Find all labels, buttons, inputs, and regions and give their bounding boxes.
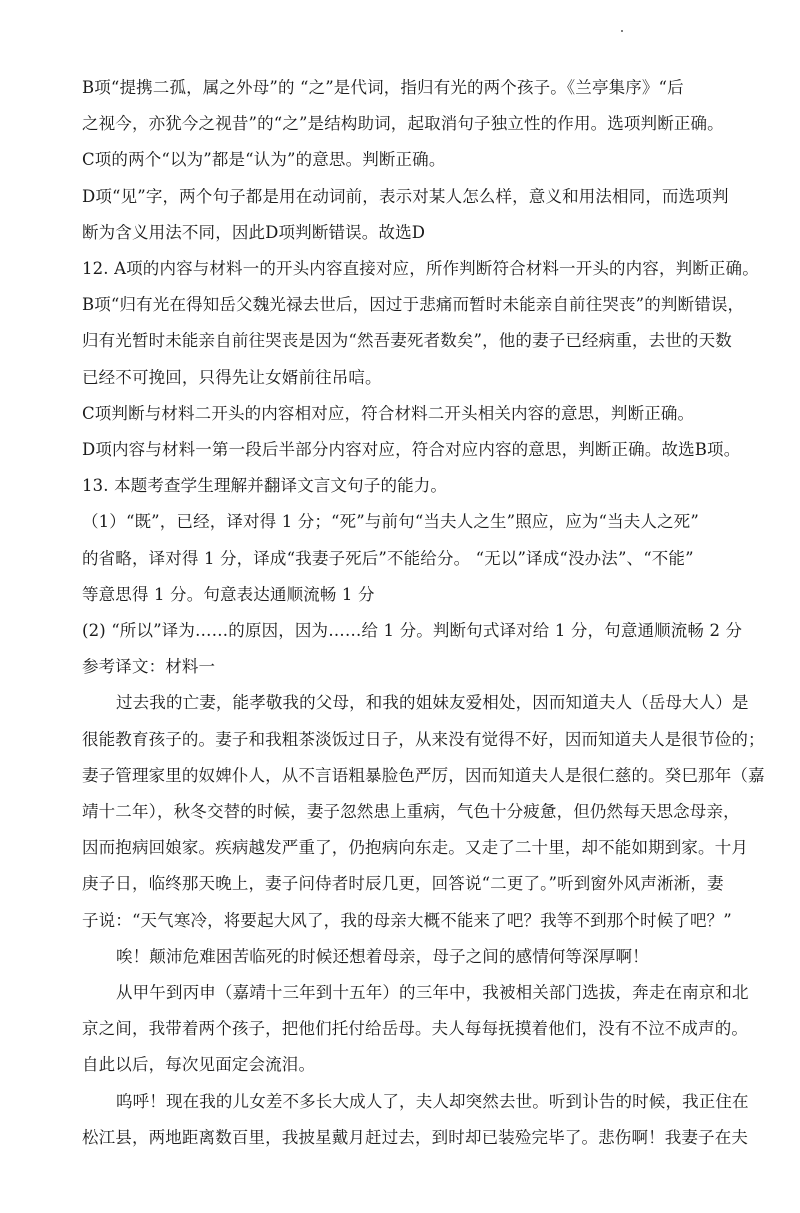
answer-explanation [82, 70, 765, 1156]
text-line: D项内容与材料一第一段后半部分内容对应，符合对应内容的意思，判断正确。故选B项。 [82, 440, 741, 460]
text-line: 很能教育孩子的。妻子和我粗茶淡饭过日子，从来没有觉得不好，因而知道夫人是很节俭的； [82, 729, 765, 749]
scan-speck [621, 30, 623, 32]
text-line: 子说：“天气寒冷，将要起大风了，我的母亲大概不能来了吧？我等不到那个时候了吧？” [82, 910, 732, 930]
text-line: 参考译文：材料一 [82, 657, 216, 677]
text-line: 从甲午到丙申（嘉靖十三年到十五年）的三年中，我被相关部门选拔，奔走在南京和北 [116, 983, 749, 1003]
text-line: 唉！颠沛危难困苦临死的时候还想着母亲，母子之间的感情何等深厚啊！ [116, 946, 649, 966]
text-line: D项“见”字，两个句子都是用在动词前，表示对某人怎么样，意义和用法相同，而选项判 [82, 186, 729, 206]
text-line: C项的两个“以为”都是“认为”的意思。判断正确。 [82, 150, 446, 170]
text-line: 之视今，亦犹今之视昔”的“之”是结构助词，起取消句子独立性的作用。选项判断正确。 [82, 114, 724, 134]
text-line: 过去我的亡妻，能孝敬我的父母，和我的姐妹友爱相处，因而知道夫人（岳母大人）是 [116, 693, 749, 713]
text-line: 呜呼！现在我的儿女差不多长大成人了，夫人却突然去世。听到讣告的时候，我正住在 [116, 1091, 749, 1111]
text-line: 13. 本题考查学生理解并翻译文言文句子的能力。 [82, 476, 448, 496]
text-line: 已经不可挽回，只得先让女婿前往吊唁。 [82, 367, 382, 387]
text-line: C项判断与材料二开头的内容相对应，符合材料二开头相关内容的意思，判断正确。 [82, 403, 695, 423]
text-line: 松江县，两地距离数百里，我披星戴月赶过去，到时却已装殓完毕了。悲伤啊！我妻子在夫 [82, 1127, 748, 1147]
text-line: 妻子管理家里的奴婢仆人，从不言语粗暴脸色严厉，因而知道夫人是很仁慈的。癸巳那年（嘉 [82, 765, 765, 785]
text-line: 靖十二年），秋冬交替的时候，妻子忽然患上重病，气色十分疲惫，但仍然每天思念母亲， [82, 802, 740, 822]
text-line: （1）“既”，已经，译对得 1 分；“死”与前句“当夫人之生”照应，应为“当夫人之死” [82, 512, 699, 532]
text-line: 京之间，我带着两个孩子，把他们托付给岳母。夫人每每抚摸着他们，没有不泣不成声的。 [82, 1019, 748, 1039]
text-line: 庚子日，临终那天晚上，妻子问侍者时辰几更，回答说“二更了。”听到窗外风声淅淅，妻 [82, 874, 724, 894]
text-line: B项“提携二孤，属之外母”的 “之”是代词，指归有光的两个孩子。《兰亭集序》“后 [82, 78, 684, 97]
text-line: 自此以后，每次见面定会流泪。 [82, 1055, 316, 1075]
text-line: 断为含义用法不同，因此D项判断错误。故选D [82, 222, 426, 242]
text-line: (2) “所以”译为……的原因，因为……给 1 分。判断句式译对给 1 分，句意通顺流畅 2 分 [82, 621, 743, 641]
text-line: B项“归有光在得知岳父魏光禄去世后，因过于悲痛而暂时未能亲自前往哭丧”的判断错误， [82, 295, 745, 315]
text-line: 因而抱病回娘家。疾病越发严重了，仍抱病向东走。又走了二十里，却不能如期到家。十月 [82, 838, 748, 858]
text-line: 归有光暂时未能亲自前往哭丧是因为“然吾妻死者数矣”，他的妻子已经病重，去世的天数 [82, 331, 732, 351]
text-line: 的省略，译对得 1 分，译成“我妻子死后”不能给分。 “无以”译成“没办法”、“不能” [82, 548, 694, 568]
text-line: 12. A项的内容与材料一的开头内容直接对应，所作判断符合材料一开头的内容，判断正确。 [82, 259, 759, 279]
text-line: 等意思得 1 分。句意表达通顺流畅 1 分 [82, 584, 375, 604]
